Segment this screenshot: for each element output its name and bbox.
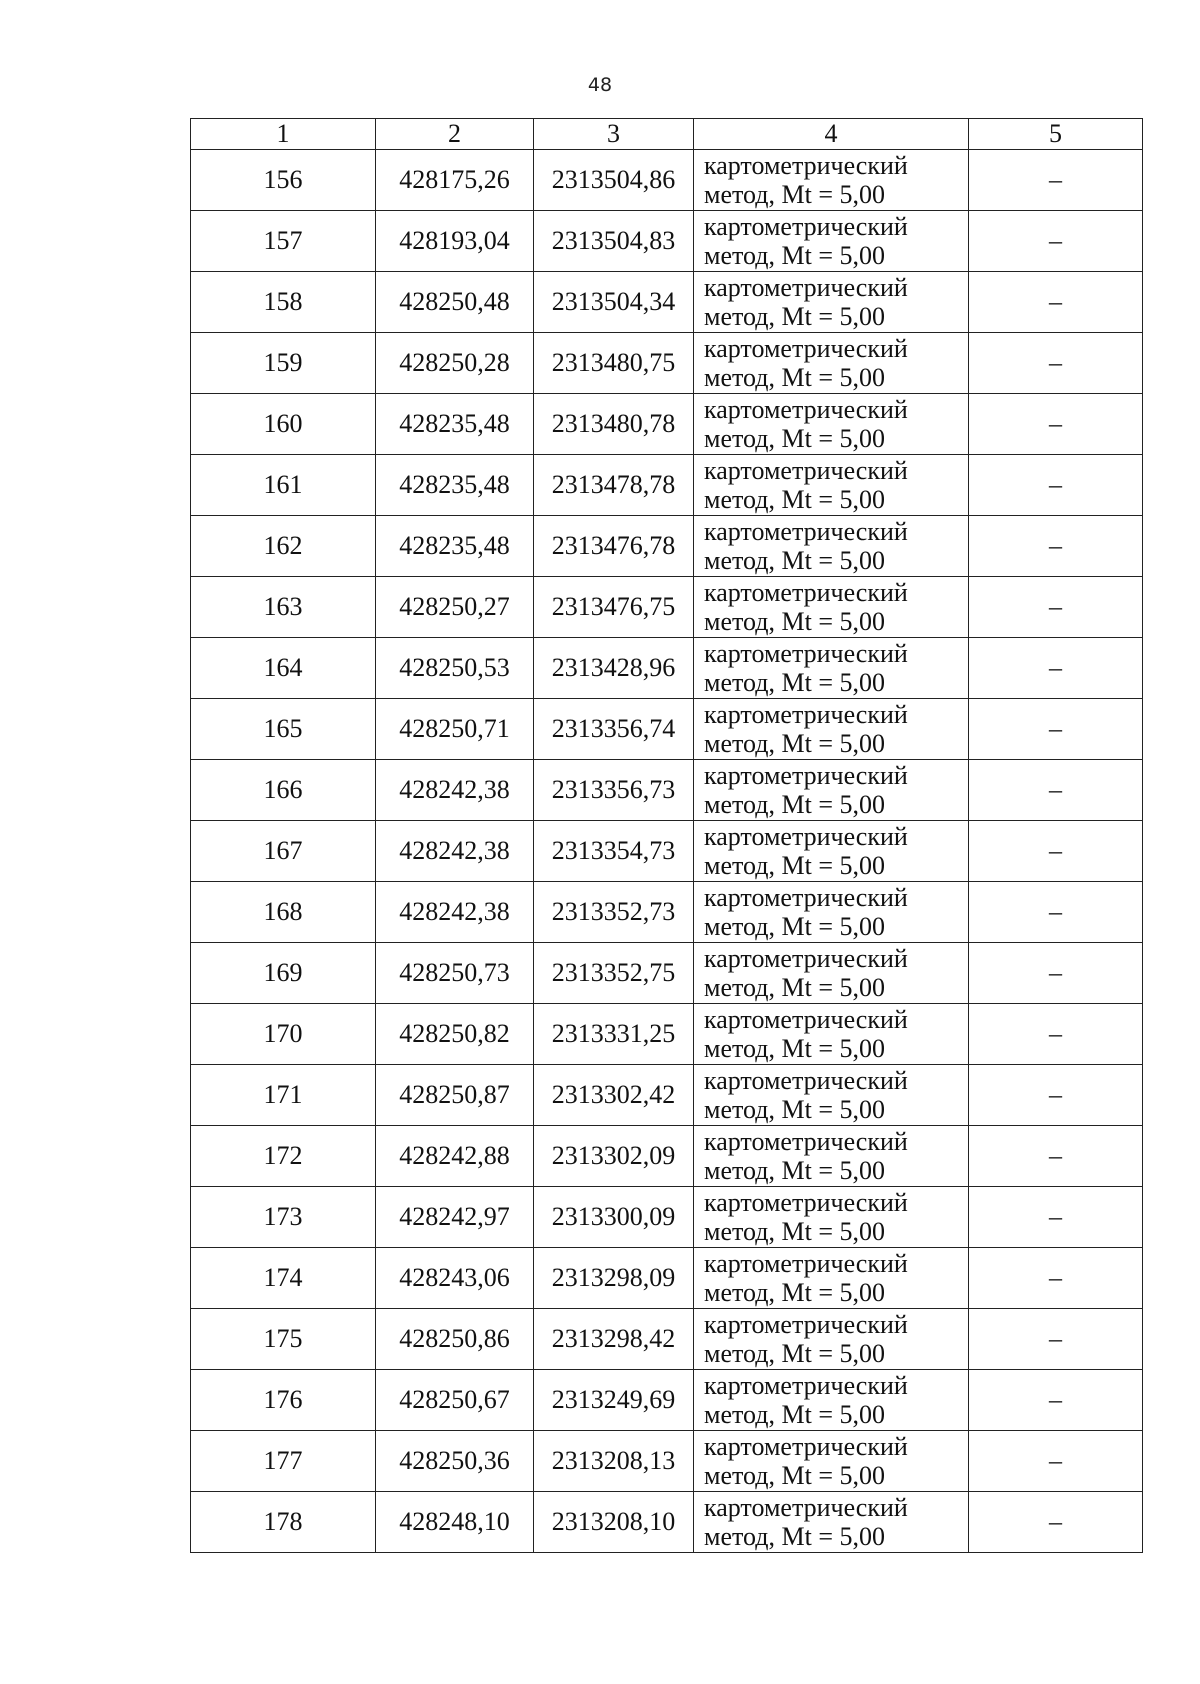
method-line-2: метод, Mt = 5,00 bbox=[704, 302, 885, 331]
column-5-cell: – bbox=[969, 699, 1143, 760]
method-cell bbox=[694, 150, 969, 211]
x-coordinate-cell: 428250,67 bbox=[376, 1370, 534, 1431]
x-coordinate-cell: 428250,87 bbox=[376, 1065, 534, 1126]
table-row bbox=[191, 1004, 1143, 1065]
column-5-cell: – bbox=[969, 1492, 1143, 1553]
method-line-1: картометрический bbox=[704, 1127, 908, 1156]
point-number-cell: 172 bbox=[191, 1126, 376, 1187]
column-5-cell: – bbox=[969, 211, 1143, 272]
method-line-1: картометрический bbox=[704, 273, 908, 302]
y-coordinate-cell: 2313504,34 bbox=[534, 272, 694, 333]
method-cell bbox=[694, 1248, 969, 1309]
y-coordinate-cell: 2313298,42 bbox=[534, 1309, 694, 1370]
method-cell bbox=[694, 1126, 969, 1187]
table-body bbox=[191, 150, 1143, 1553]
method-line-1: картометрический bbox=[704, 1493, 908, 1522]
y-coordinate-cell: 2313480,75 bbox=[534, 333, 694, 394]
x-coordinate-cell: 428242,88 bbox=[376, 1126, 534, 1187]
method-line-1: картометрический bbox=[704, 151, 908, 180]
x-coordinate-cell: 428250,28 bbox=[376, 333, 534, 394]
point-number-cell: 160 bbox=[191, 394, 376, 455]
table-row bbox=[191, 1065, 1143, 1126]
column-5-cell: – bbox=[969, 1065, 1143, 1126]
column-5-cell: – bbox=[969, 272, 1143, 333]
y-coordinate-cell: 2313504,86 bbox=[534, 150, 694, 211]
x-coordinate-cell: 428250,53 bbox=[376, 638, 534, 699]
point-number-cell: 163 bbox=[191, 577, 376, 638]
table-row bbox=[191, 882, 1143, 943]
x-coordinate-cell: 428242,97 bbox=[376, 1187, 534, 1248]
point-number-cell: 173 bbox=[191, 1187, 376, 1248]
table-row bbox=[191, 638, 1143, 699]
method-cell bbox=[694, 943, 969, 1004]
method-line-2: метод, Mt = 5,00 bbox=[704, 1339, 885, 1368]
method-line-2: метод, Mt = 5,00 bbox=[704, 1278, 885, 1307]
method-cell bbox=[694, 272, 969, 333]
column-5-cell: – bbox=[969, 1004, 1143, 1065]
y-coordinate-cell: 2313331,25 bbox=[534, 1004, 694, 1065]
method-cell bbox=[694, 821, 969, 882]
method-line-1: картометрический bbox=[704, 395, 908, 424]
table-row bbox=[191, 394, 1143, 455]
table-row bbox=[191, 455, 1143, 516]
point-number-cell: 169 bbox=[191, 943, 376, 1004]
method-cell bbox=[694, 760, 969, 821]
point-number-cell: 168 bbox=[191, 882, 376, 943]
y-coordinate-cell: 2313476,75 bbox=[534, 577, 694, 638]
table-row bbox=[191, 760, 1143, 821]
method-line-2: метод, Mt = 5,00 bbox=[704, 1217, 885, 1246]
table-row bbox=[191, 1492, 1143, 1553]
method-line-2: метод, Mt = 5,00 bbox=[704, 912, 885, 941]
y-coordinate-cell: 2313480,78 bbox=[534, 394, 694, 455]
method-line-2: метод, Mt = 5,00 bbox=[704, 180, 885, 209]
table-row bbox=[191, 1431, 1143, 1492]
method-line-2: метод, Mt = 5,00 bbox=[704, 790, 885, 819]
table-row bbox=[191, 1309, 1143, 1370]
y-coordinate-cell: 2313352,75 bbox=[534, 943, 694, 1004]
method-line-1: картометрический bbox=[704, 456, 908, 485]
point-number-cell: 157 bbox=[191, 211, 376, 272]
point-number-cell: 176 bbox=[191, 1370, 376, 1431]
table-row bbox=[191, 1248, 1143, 1309]
method-cell bbox=[694, 1065, 969, 1126]
method-cell bbox=[694, 1370, 969, 1431]
column-5-cell: – bbox=[969, 333, 1143, 394]
y-coordinate-cell: 2313208,10 bbox=[534, 1492, 694, 1553]
point-number-cell: 178 bbox=[191, 1492, 376, 1553]
table-row bbox=[191, 1126, 1143, 1187]
method-line-2: метод, Mt = 5,00 bbox=[704, 973, 885, 1002]
x-coordinate-cell: 428250,71 bbox=[376, 699, 534, 760]
table-row bbox=[191, 699, 1143, 760]
column-5-cell: – bbox=[969, 821, 1143, 882]
point-number-cell: 164 bbox=[191, 638, 376, 699]
y-coordinate-cell: 2313208,13 bbox=[534, 1431, 694, 1492]
method-line-1: картометрический bbox=[704, 700, 908, 729]
method-cell bbox=[694, 699, 969, 760]
column-5-cell: – bbox=[969, 394, 1143, 455]
method-line-1: картометрический bbox=[704, 1249, 908, 1278]
x-coordinate-cell: 428250,82 bbox=[376, 1004, 534, 1065]
y-coordinate-cell: 2313352,73 bbox=[534, 882, 694, 943]
point-number-cell: 159 bbox=[191, 333, 376, 394]
point-number-cell: 156 bbox=[191, 150, 376, 211]
x-coordinate-cell: 428242,38 bbox=[376, 882, 534, 943]
x-coordinate-cell: 428242,38 bbox=[376, 760, 534, 821]
y-coordinate-cell: 2313428,96 bbox=[534, 638, 694, 699]
header-col-1: 1 bbox=[191, 119, 376, 150]
x-coordinate-cell: 428193,04 bbox=[376, 211, 534, 272]
method-line-2: метод, Mt = 5,00 bbox=[704, 1095, 885, 1124]
point-number-cell: 166 bbox=[191, 760, 376, 821]
method-line-1: картометрический bbox=[704, 334, 908, 363]
column-5-cell: – bbox=[969, 1431, 1143, 1492]
table-row bbox=[191, 943, 1143, 1004]
method-line-2: метод, Mt = 5,00 bbox=[704, 424, 885, 453]
header-col-3: 3 bbox=[534, 119, 694, 150]
x-coordinate-cell: 428235,48 bbox=[376, 516, 534, 577]
x-coordinate-cell: 428235,48 bbox=[376, 455, 534, 516]
method-line-2: метод, Mt = 5,00 bbox=[704, 1156, 885, 1185]
method-line-1: картометрический bbox=[704, 517, 908, 546]
method-line-1: картометрический bbox=[704, 761, 908, 790]
y-coordinate-cell: 2313478,78 bbox=[534, 455, 694, 516]
method-line-2: метод, Mt = 5,00 bbox=[704, 1461, 885, 1490]
x-coordinate-cell: 428235,48 bbox=[376, 394, 534, 455]
table-row bbox=[191, 577, 1143, 638]
method-cell bbox=[694, 1187, 969, 1248]
coordinates-table bbox=[190, 118, 1143, 1553]
point-number-cell: 171 bbox=[191, 1065, 376, 1126]
point-number-cell: 167 bbox=[191, 821, 376, 882]
method-line-2: метод, Mt = 5,00 bbox=[704, 485, 885, 514]
column-5-cell: – bbox=[969, 638, 1143, 699]
method-cell bbox=[694, 1004, 969, 1065]
method-line-2: метод, Mt = 5,00 bbox=[704, 729, 885, 758]
y-coordinate-cell: 2313249,69 bbox=[534, 1370, 694, 1431]
header-col-4: 4 bbox=[694, 119, 969, 150]
page-number: 48 bbox=[587, 74, 613, 96]
column-5-cell: – bbox=[969, 1126, 1143, 1187]
header-col-2: 2 bbox=[376, 119, 534, 150]
method-line-1: картометрический bbox=[704, 1005, 908, 1034]
table-row bbox=[191, 272, 1143, 333]
y-coordinate-cell: 2313298,09 bbox=[534, 1248, 694, 1309]
header-col-5: 5 bbox=[969, 119, 1143, 150]
y-coordinate-cell: 2313302,09 bbox=[534, 1126, 694, 1187]
y-coordinate-cell: 2313300,09 bbox=[534, 1187, 694, 1248]
column-5-cell: – bbox=[969, 455, 1143, 516]
x-coordinate-cell: 428250,36 bbox=[376, 1431, 534, 1492]
point-number-cell: 177 bbox=[191, 1431, 376, 1492]
y-coordinate-cell: 2313476,78 bbox=[534, 516, 694, 577]
y-coordinate-cell: 2313302,42 bbox=[534, 1065, 694, 1126]
column-5-cell: – bbox=[969, 1248, 1143, 1309]
method-line-2: метод, Mt = 5,00 bbox=[704, 363, 885, 392]
table-row bbox=[191, 333, 1143, 394]
table-header bbox=[191, 119, 1143, 150]
table-row bbox=[191, 1370, 1143, 1431]
column-5-cell: – bbox=[969, 943, 1143, 1004]
table-row bbox=[191, 1187, 1143, 1248]
column-5-cell: – bbox=[969, 760, 1143, 821]
method-line-1: картометрический bbox=[704, 212, 908, 241]
method-line-2: метод, Mt = 5,00 bbox=[704, 241, 885, 270]
method-line-1: картометрический bbox=[704, 1310, 908, 1339]
method-line-2: метод, Mt = 5,00 bbox=[704, 1400, 885, 1429]
method-cell bbox=[694, 333, 969, 394]
column-5-cell: – bbox=[969, 1370, 1143, 1431]
column-5-cell: – bbox=[969, 516, 1143, 577]
method-cell bbox=[694, 516, 969, 577]
y-coordinate-cell: 2313356,73 bbox=[534, 760, 694, 821]
method-line-1: картометрический bbox=[704, 1188, 908, 1217]
column-5-cell: – bbox=[969, 1187, 1143, 1248]
column-5-cell: – bbox=[969, 577, 1143, 638]
method-cell bbox=[694, 1492, 969, 1553]
x-coordinate-cell: 428248,10 bbox=[376, 1492, 534, 1553]
point-number-cell: 174 bbox=[191, 1248, 376, 1309]
method-line-2: метод, Mt = 5,00 bbox=[704, 546, 885, 575]
method-line-1: картометрический bbox=[704, 1066, 908, 1095]
method-line-1: картометрический bbox=[704, 883, 908, 912]
table-row bbox=[191, 821, 1143, 882]
column-5-cell: – bbox=[969, 1309, 1143, 1370]
table-row bbox=[191, 516, 1143, 577]
method-cell bbox=[694, 1431, 969, 1492]
header-row bbox=[191, 119, 1143, 150]
x-coordinate-cell: 428250,27 bbox=[376, 577, 534, 638]
method-line-1: картометрический bbox=[704, 1432, 908, 1461]
method-line-2: метод, Mt = 5,00 bbox=[704, 668, 885, 697]
point-number-cell: 175 bbox=[191, 1309, 376, 1370]
method-line-1: картометрический bbox=[704, 944, 908, 973]
y-coordinate-cell: 2313504,83 bbox=[534, 211, 694, 272]
method-cell bbox=[694, 455, 969, 516]
point-number-cell: 165 bbox=[191, 699, 376, 760]
method-line-2: метод, Mt = 5,00 bbox=[704, 607, 885, 636]
column-5-cell: – bbox=[969, 150, 1143, 211]
method-line-2: метод, Mt = 5,00 bbox=[704, 851, 885, 880]
point-number-cell: 162 bbox=[191, 516, 376, 577]
method-line-1: картометрический bbox=[704, 1371, 908, 1400]
column-5-cell: – bbox=[969, 882, 1143, 943]
method-cell bbox=[694, 1309, 969, 1370]
x-coordinate-cell: 428250,73 bbox=[376, 943, 534, 1004]
method-line-1: картометрический bbox=[704, 578, 908, 607]
point-number-cell: 158 bbox=[191, 272, 376, 333]
method-cell bbox=[694, 577, 969, 638]
method-cell bbox=[694, 882, 969, 943]
y-coordinate-cell: 2313356,74 bbox=[534, 699, 694, 760]
method-cell bbox=[694, 211, 969, 272]
x-coordinate-cell: 428250,48 bbox=[376, 272, 534, 333]
method-line-2: метод, Mt = 5,00 bbox=[704, 1522, 885, 1551]
method-cell bbox=[694, 638, 969, 699]
point-number-cell: 161 bbox=[191, 455, 376, 516]
method-line-1: картометрический bbox=[704, 822, 908, 851]
x-coordinate-cell: 428242,38 bbox=[376, 821, 534, 882]
method-cell bbox=[694, 394, 969, 455]
method-line-2: метод, Mt = 5,00 bbox=[704, 1034, 885, 1063]
y-coordinate-cell: 2313354,73 bbox=[534, 821, 694, 882]
x-coordinate-cell: 428175,26 bbox=[376, 150, 534, 211]
table-row bbox=[191, 150, 1143, 211]
method-line-1: картометрический bbox=[704, 639, 908, 668]
x-coordinate-cell: 428243,06 bbox=[376, 1248, 534, 1309]
table-row bbox=[191, 211, 1143, 272]
point-number-cell: 170 bbox=[191, 1004, 376, 1065]
x-coordinate-cell: 428250,86 bbox=[376, 1309, 534, 1370]
